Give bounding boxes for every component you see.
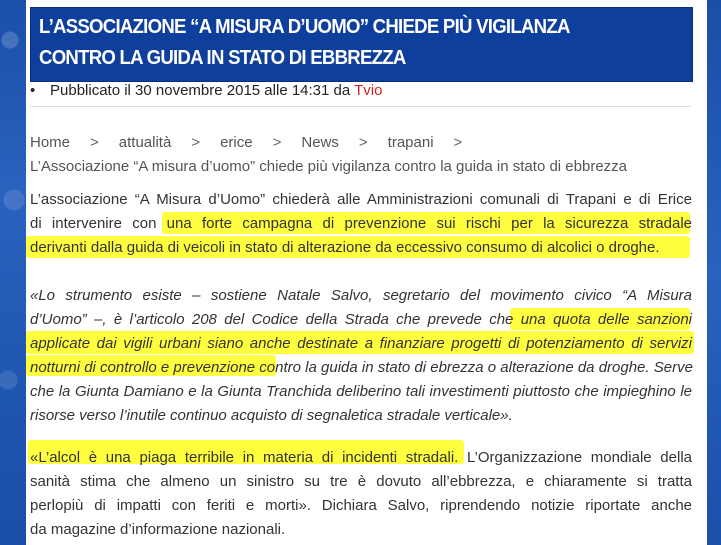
breadcrumb-separator: > [453,134,463,151]
breadcrumb-separator: > [191,134,201,151]
breadcrumb-separator: > [272,134,282,151]
breadcrumb-item-trapani[interactable]: trapani [387,134,434,151]
publish-info: Pubblicato il 30 novembre 2015 alle 14:31 da [50,82,351,99]
page-background-right [707,0,721,545]
page-background-left [0,0,26,545]
paragraph-line: derivanti dalla guida di veicoli in stato di alterazione da eccessivo consumo di alcolici o droghe. [30,239,660,256]
paragraph-line: notturni di controllo e prevenzione contro la guida in stato di ebrezza o alterazione da droghe. Serve [30,359,693,376]
author-link[interactable]: Tvio [354,82,383,99]
paragraph-line: applicate dai vigili urbani siano anche destinate a finanziare progetti di potenziamento di servizi [30,335,692,352]
article-paragraph [30,188,692,260]
breadcrumb-item-erice[interactable]: erice [220,134,253,151]
breadcrumb-item-home[interactable]: Home [30,134,71,151]
article-quote-paragraph [30,284,692,428]
breadcrumb-current: L’Associazione “A misura d’uomo” chiede più vigilanza contro la guida in stato di ebbrezza [30,158,628,175]
paragraph-line: sanità stima che almeno un sinistro su tre è dovuto all’ebbrezza, e chiaramente si tratta [30,473,692,490]
article-paragraph [30,446,692,542]
divider [30,106,691,107]
paragraph-line: di intervenire con una forte campagna di prevenzione sui rischi per la sicurezza stradale [30,215,692,232]
paragraph-line: «Lo strumento esiste – sostiene Natale Salvo, segretario del movimento civico “A Misura [30,287,692,304]
meta-line [50,82,382,99]
paragraph-line: d’Uomo” –, è l’articolo 208 del Codice della Strada che prevede che una quota delle sanzioni [30,311,692,328]
breadcrumb-item-attualita[interactable]: attualità [118,134,172,151]
breadcrumb-separator: > [358,134,368,151]
breadcrumb-item-news[interactable]: News [301,134,339,151]
paragraph-line: che la Giunta Damiano e la Giunta Tranchida deliberino tali investimenti piuttosto che impieghino le [30,383,692,400]
paragraph-line: «L’alcol è una piaga terribile in materia di incidenti stradali. L’Organizzazione mondiale della [30,449,692,466]
paragraph-line: L’associazione “A Misura d’Uomo” chiederà alle Amministrazioni comunali di Trapani e di Erice [30,191,692,208]
paragraph-line: perlopiù di impatti con feriti e morti». Dichiara Salvo, riprendendo notizie riportate anche [30,497,692,514]
paragraph-line: risorse verso l’inutile continuo acquisto di segnaletica stradale verticale». [30,407,513,424]
article-title: L’ASSOCIAZIONE “A MISURA D’UOMO” CHIEDE PIÙ VIGILANZA CONTRO LA GUIDA IN STATO DI EBBREZZA [39,16,569,69]
article-title-banner [30,7,693,82]
breadcrumb [30,134,482,151]
paragraph-line: da magazine d’informazione nazionali. [30,521,286,538]
meta-bullet: • [30,82,36,99]
breadcrumb-separator: > [90,134,99,151]
article-card [26,0,707,545]
